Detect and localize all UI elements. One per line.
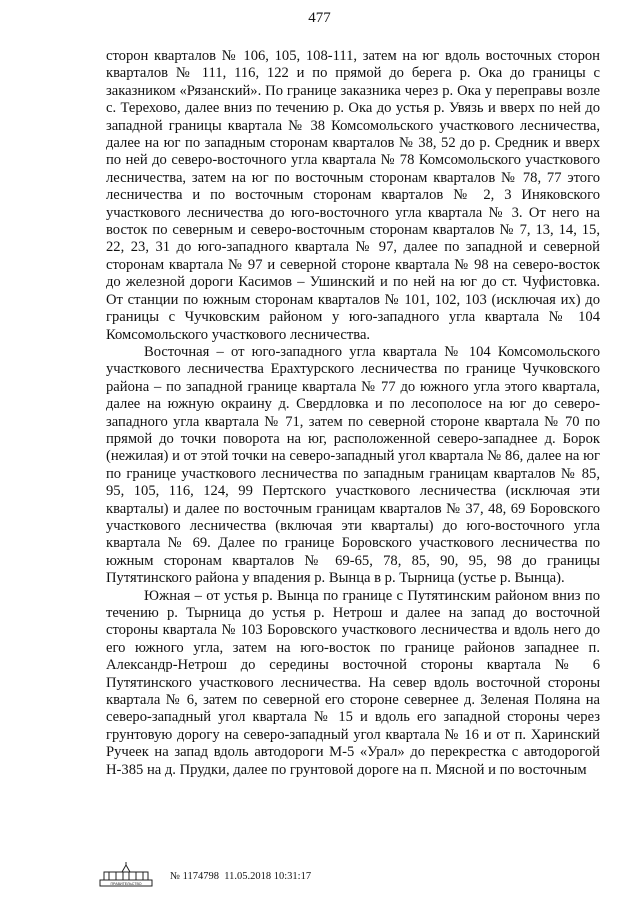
- document-body: [106, 48, 600, 779]
- document-number: № 1174798: [170, 871, 220, 882]
- document-stamp: [170, 871, 311, 882]
- paragraph-northern-continuation: сторон кварталов № 106, 105, 108-111, затем на юг вдоль восточных сторон кварталов № 111, 116, 122 и по прямой до берега р. Ока до границы с заказником «Рязанский». По границе заказника через р. Ока у переправы возле с. Терехово, далее вниз по течению р. Ока до устья р. Увязь и вверх по ней до западной границы квартала № 38 Комсомольского участкового лесничества, далее на юг по западным сторонам кварталов № 38, 52 до р. Средник и вверх по ней до северо-восточного угла квартала № 78 Комсомольского участкового лесничества, затем на юг по восточным сторонам кварталов № 78, 77 этого лесничества и по восточным сторонам кварталов № 2, 3 Иняковского участкового лесничества до юго-восточного угла квартала № 3. От него на восток по северным и северо-восточным сторонам кварталов № 7, 13, 14, 15, 22, 23, 31 до юго-западного квартала № 97, далее по западной и северной сторонам квартала № 97 и северной стороне квартала № 98 на северо-восток до железной дороги Касимов – Ушинский и по ней на юг до ст. Чуфистовка. От станции по южным сторонам кварталов № 101, 102, 103 (исключая их) до границы с Чучковским районом у юго-западного угла квартала № 104 Комсомольского участкового лесничества.: [106, 48, 600, 343]
- document-datetime: 11.05.2018 10:31:17: [224, 871, 312, 882]
- government-seal-icon: [96, 862, 156, 890]
- paragraph-southern-boundary: Южная – от устья р. Вынца по границе с Путятинским районом вниз по течению р. Тырница до устья р. Нетрош и далее на запад до восточной стороны квартала № 103 Боровского участкового лесничества и вдоль него до его южного угла, затем на юго-восток по границе районов западнее п. Александр-Нетрош до середины восточной стороны квартала № 6 Путятинского участкового лесничества. На север вдоль восточной стороны квартала № 6, затем по северной его стороне севернее д. Зеленая Поляна на северо-западный угол квартала № 15 и вдоль его западной стороны через грунтовую дорогу на северо-западный угол квартала № 16 и от п. Харинский Ручеек на запад вдоль автодороги М-5 «Урал» до перекрестка с автодорогой Н-385 на д. Прудки, далее по грунтовой дороге на п. Мясной и по восточным: [106, 587, 600, 778]
- seal-label: ПРАВИТЕЛЬСТВО: [110, 882, 142, 886]
- page-footer: [96, 862, 596, 892]
- paragraph-eastern-boundary: Восточная – от юго-западного угла квартала № 104 Комсомольского участкового лесничества Ерахтурского лесничества по границе Чучковского района – по западной границе квартала № 77 до южного угла этого квартала, далее на южную окраину д. Свердловка и по лесополосе на юг до северо-западного угла квартала № 71, затем по северной стороне квартала № 70 по прямой до точки поворота на юг, расположенной северо-западнее д. Борок (нежилая) и от этой точки на северо-западный угол квартала № 86, далее на юг по границе участкового лесничества по западным границам кварталов № 85, 95, 105, 116, 124, 99 Пертского участкового лесничества (исключая эти кварталы) и далее по восточным границам кварталов № 37, 48, 69 Боровского участкового лесничества (включая эти кварталы) до юго-восточного угла квартала № 69. Далее по границе Боровского участкового лесничества по южным сторонам кварталов № 69-65, 78, 85, 90, 95, 98 до границы Путятинского района у впадения р. Вынца в р. Тырница (устье р. Вынца).: [106, 343, 600, 587]
- page-number: 477: [308, 10, 331, 26]
